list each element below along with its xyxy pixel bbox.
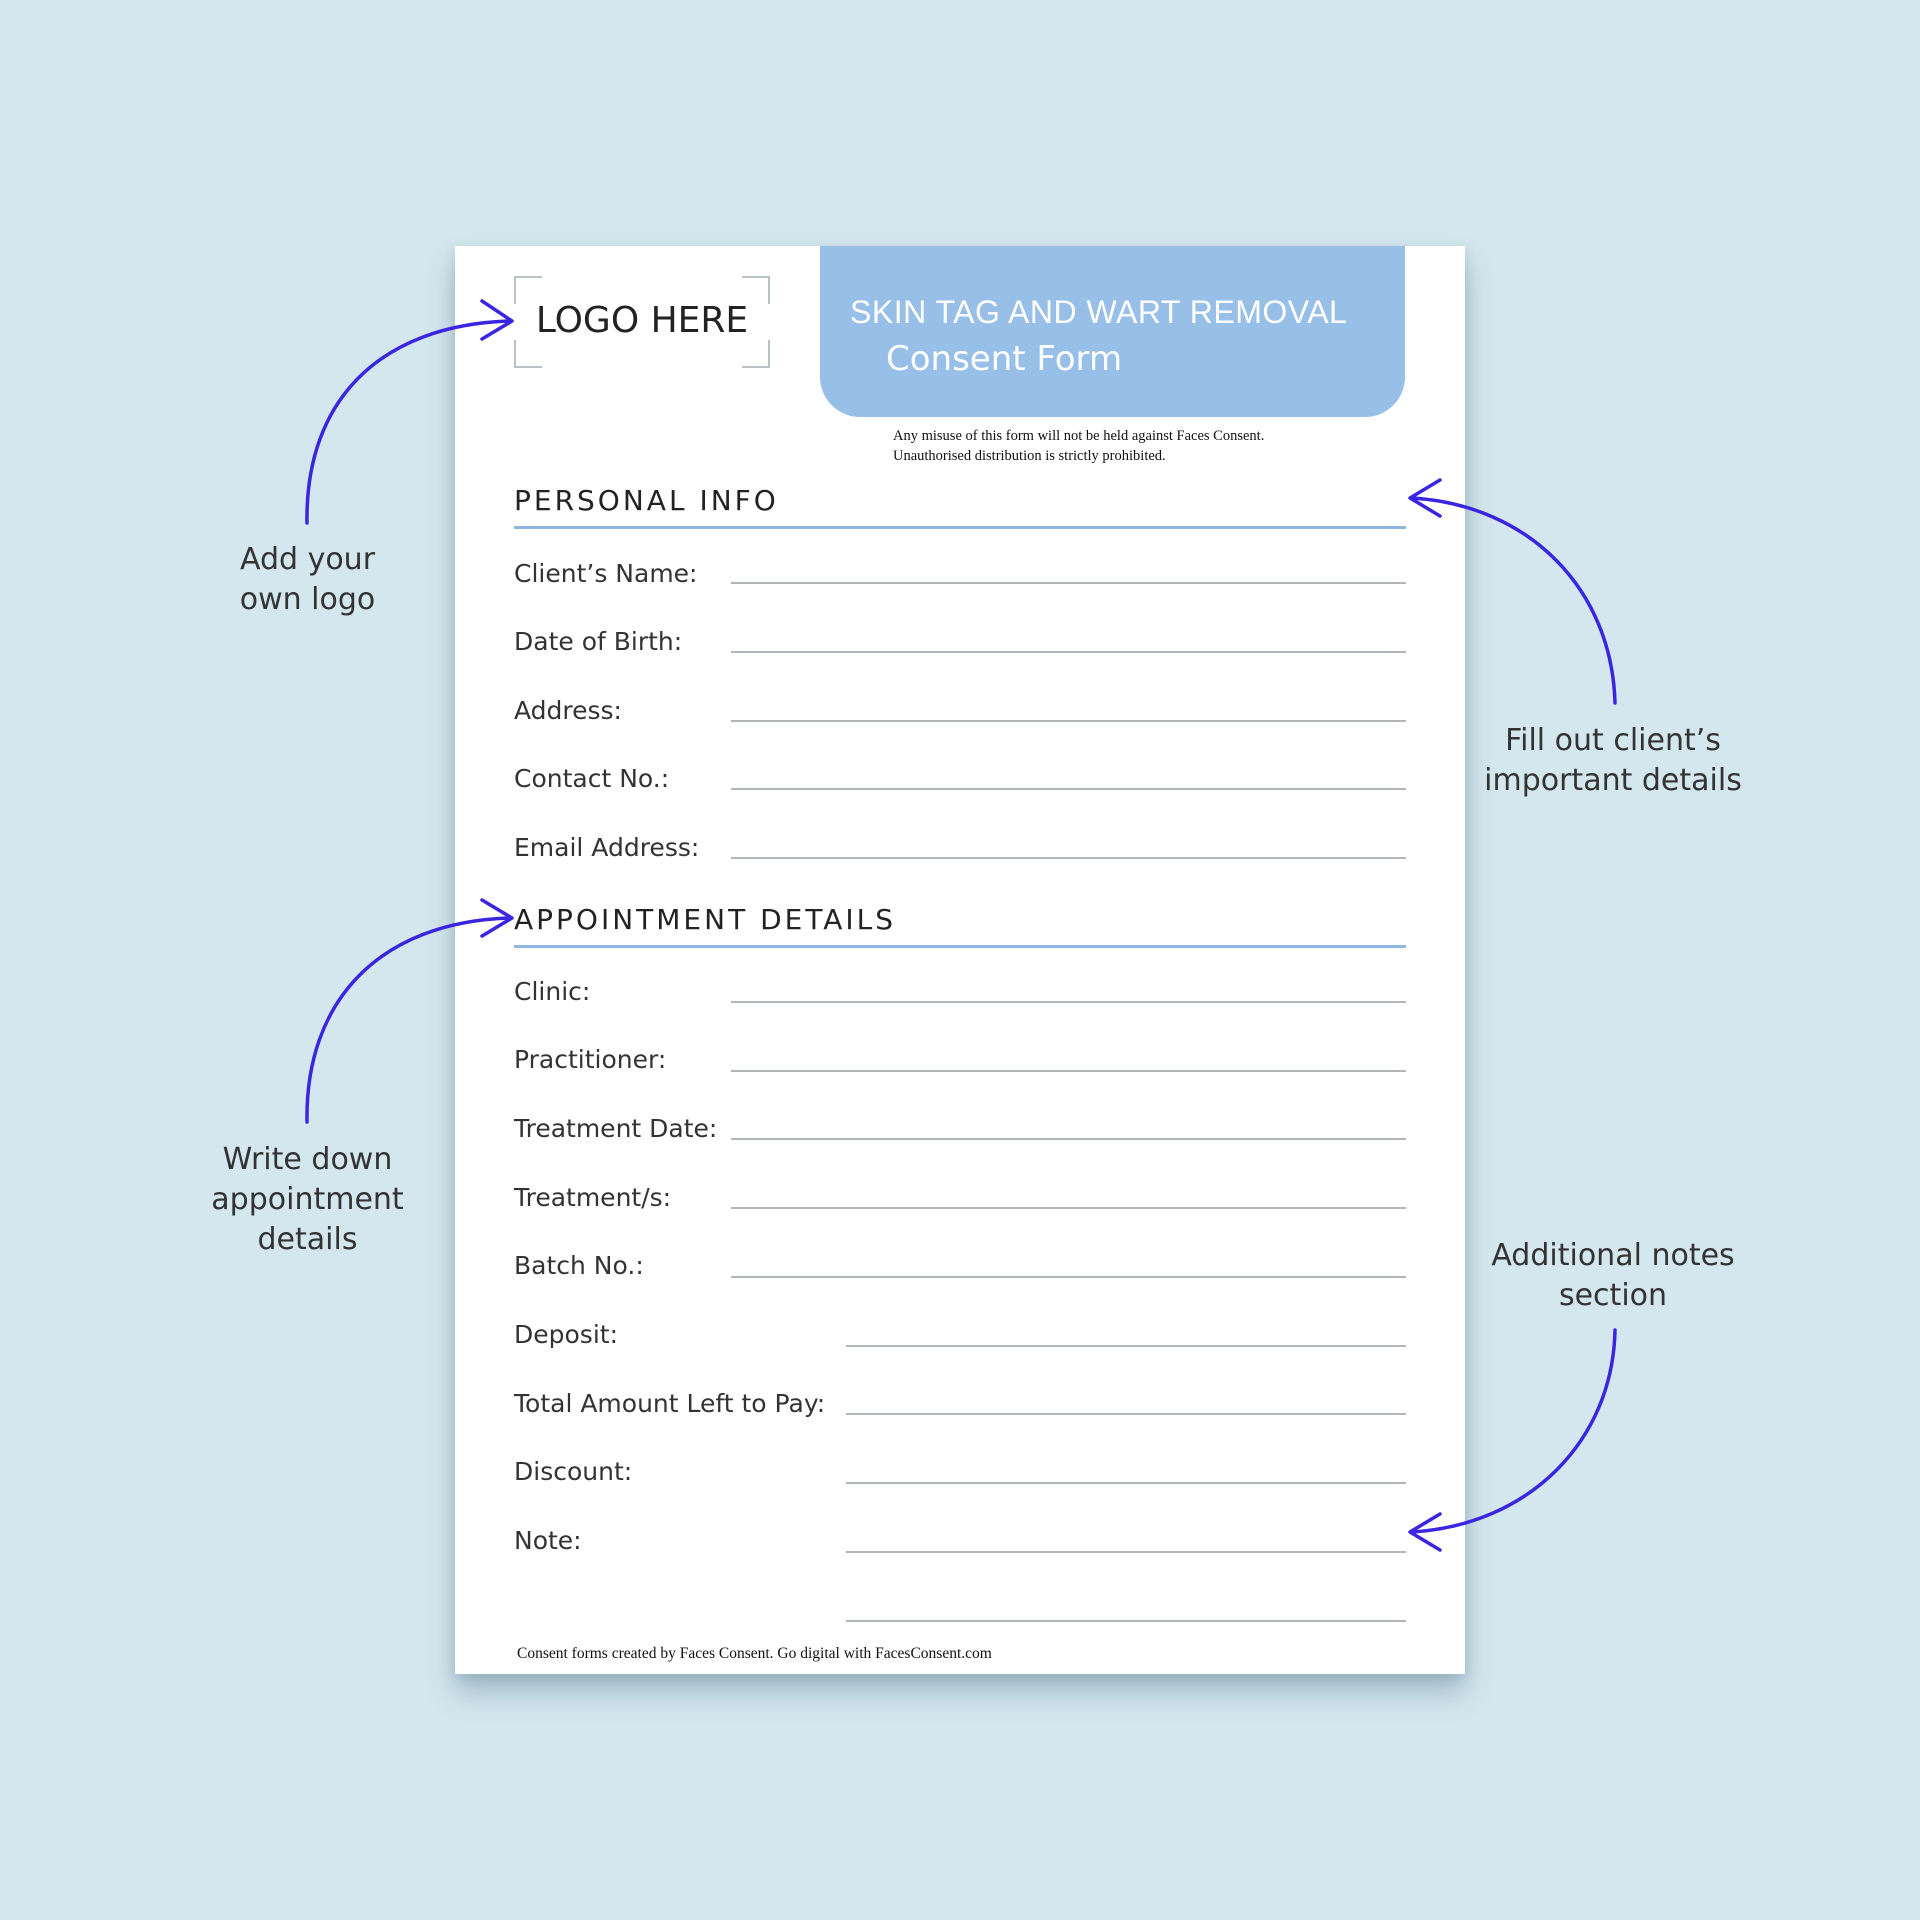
personal-info-heading: PERSONAL INFO bbox=[514, 484, 779, 517]
date-of-birth-label: Date of Birth: bbox=[514, 627, 683, 656]
arrow-to-personal-info-icon bbox=[1410, 480, 1615, 703]
total-amount-label: Total Amount Left to Pay: bbox=[514, 1389, 826, 1418]
annotation-line: important details bbox=[1484, 763, 1742, 798]
discount-label: Discount: bbox=[514, 1457, 633, 1486]
form-footer: Consent forms created by Faces Consent. Go digital with FacesConsent.com bbox=[517, 1645, 992, 1662]
arrow-to-notes-icon bbox=[1410, 1330, 1615, 1550]
arrow-to-logo-icon bbox=[307, 301, 512, 523]
clinic-label: Clinic: bbox=[514, 977, 591, 1006]
annotation-line: Write down bbox=[222, 1142, 393, 1177]
address-label: Address: bbox=[514, 696, 622, 725]
annotation-line: appointment bbox=[211, 1182, 404, 1217]
annotation-line: details bbox=[257, 1222, 358, 1257]
contact-no-label: Contact No.: bbox=[514, 764, 670, 793]
treatment-date-label: Treatment Date: bbox=[514, 1114, 718, 1143]
treatments-label: Treatment/s: bbox=[514, 1183, 672, 1212]
annotation-line: Additional notes bbox=[1491, 1238, 1735, 1273]
arrow-to-appointment-icon bbox=[307, 900, 512, 1122]
annotation-line: Add your bbox=[239, 542, 376, 577]
appointment-details-heading: APPOINTMENT DETAILS bbox=[514, 903, 897, 936]
deposit-label: Deposit: bbox=[514, 1320, 618, 1349]
form-title: SKIN TAG AND WART REMOVAL bbox=[850, 294, 1348, 330]
note-label: Note: bbox=[514, 1526, 582, 1555]
annotation-line: section bbox=[1558, 1278, 1668, 1313]
disclaimer-line: Any misuse of this form will not be held against Faces Consent. bbox=[893, 428, 1265, 444]
batch-no-label: Batch No.: bbox=[514, 1251, 644, 1280]
annotation-line: own logo bbox=[239, 582, 376, 617]
form-subtitle: Consent Form bbox=[886, 339, 1123, 379]
logo-placeholder-text: LOGO HERE bbox=[535, 300, 749, 341]
disclaimer-line: Unauthorised distribution is strictly prohibited. bbox=[893, 448, 1166, 464]
practitioner-label: Practitioner: bbox=[514, 1045, 667, 1074]
email-address-label: Email Address: bbox=[514, 833, 700, 862]
client-name-label: Client’s Name: bbox=[514, 559, 698, 588]
annotation-line: Fill out client’s bbox=[1505, 723, 1721, 758]
